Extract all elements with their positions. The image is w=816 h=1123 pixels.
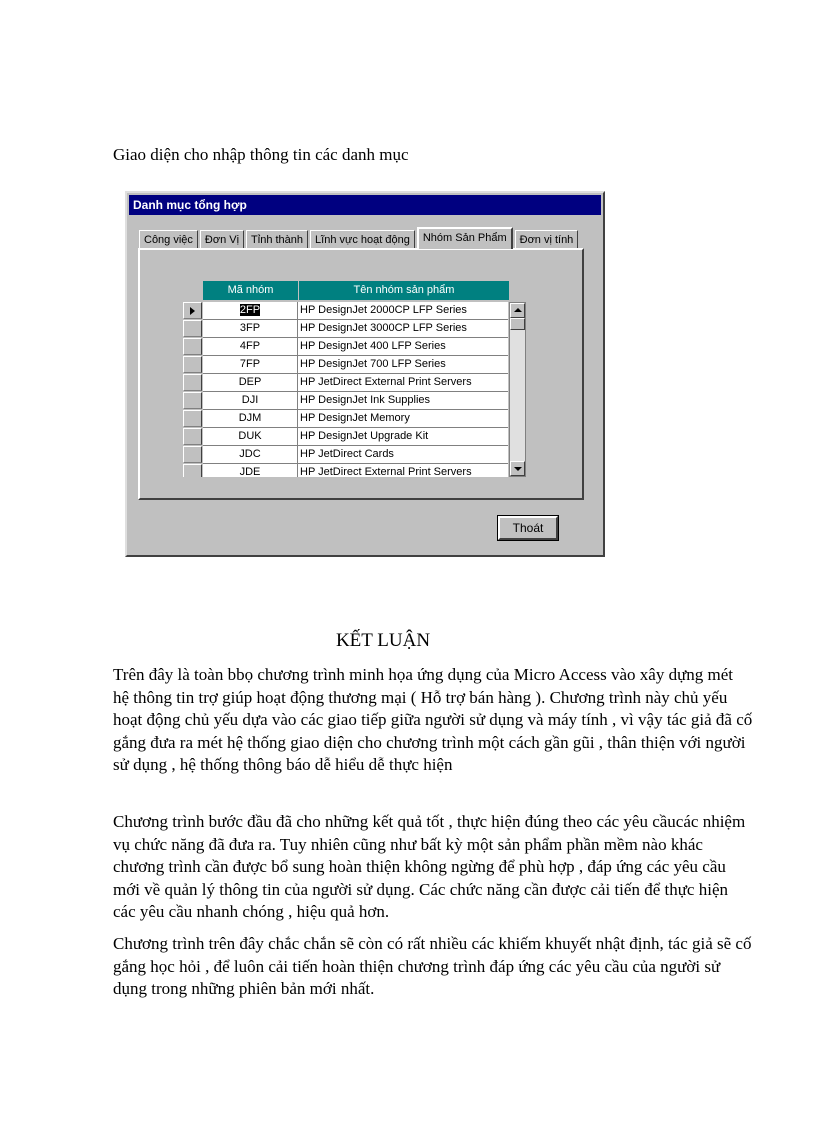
- group-code-cell[interactable]: DUK: [203, 428, 298, 446]
- group-code-cell[interactable]: JDC: [203, 446, 298, 464]
- tab-tinh-thanh[interactable]: Tỉnh thành: [246, 230, 308, 249]
- column-header-code[interactable]: Mã nhóm: [203, 281, 298, 300]
- group-name-cell[interactable]: HP JetDirect External Print Servers: [298, 374, 508, 392]
- table-row[interactable]: [183, 374, 509, 392]
- group-code-cell[interactable]: DJM: [203, 410, 298, 428]
- table-row[interactable]: [183, 446, 509, 464]
- group-name-cell[interactable]: HP DesignJet 700 LFP Series: [298, 356, 508, 374]
- exit-button[interactable]: Thoát: [498, 516, 558, 540]
- group-code-cell[interactable]: DEP: [203, 374, 298, 392]
- record-selector[interactable]: [183, 374, 202, 391]
- scroll-thumb[interactable]: [510, 318, 525, 330]
- group-code-cell[interactable]: DJI: [203, 392, 298, 410]
- conclusion-paragraph: Trên đây là toàn bbọ chương trình minh họa ứng dụng của Micro Access vào xây dựng mét hệ thông tin trợ giúp hoạt động thương mại ( Hỗ trợ bán hàng ). Chương trình này chủ yếu hoạt động chủ yếu dựa vào các giao tiếp giữa người sử dụng và máy tính , vì vậy tác giả đã cố gắng đưa ra mét hệ thống giao diện cho chương trình một cách gần gũi , thân thiện với người sử dụng , hệ thống thông báo dễ hiểu dễ thực hiện: [113, 665, 753, 774]
- tab-linh-vuc-hoat-dong[interactable]: Lĩnh vực hoạt động: [310, 230, 415, 249]
- product-group-grid: [183, 281, 526, 477]
- table-row[interactable]: [183, 428, 509, 446]
- tab-don-vi-tinh[interactable]: Đơn vị tính: [515, 230, 579, 249]
- group-name-cell[interactable]: HP DesignJet Memory: [298, 410, 508, 428]
- table-row[interactable]: [183, 320, 509, 338]
- conclusion-heading: KẾT LUẬN: [335, 630, 431, 651]
- record-selector[interactable]: [183, 356, 202, 373]
- column-header-name[interactable]: Tên nhóm sản phẩm: [299, 281, 509, 300]
- table-row[interactable]: [183, 356, 509, 374]
- group-code-cell[interactable]: 7FP: [203, 356, 298, 374]
- table-row[interactable]: [183, 464, 509, 477]
- group-name-cell[interactable]: HP DesignJet Upgrade Kit: [298, 428, 508, 446]
- tab-cong-viec[interactable]: Công việc: [139, 230, 198, 249]
- group-name-cell[interactable]: HP DesignJet Ink Supplies: [298, 392, 508, 410]
- scroll-up-arrow-icon[interactable]: [510, 303, 525, 318]
- record-selector[interactable]: [183, 320, 202, 337]
- record-selector[interactable]: [183, 464, 202, 477]
- group-code-cell[interactable]: 2FP: [239, 304, 261, 316]
- group-code-cell[interactable]: 3FP: [203, 320, 298, 338]
- group-name-cell[interactable]: HP DesignJet 400 LFP Series: [298, 338, 508, 356]
- tab-nhom-san-pham[interactable]: Nhóm Sản Phẩm: [417, 227, 513, 249]
- conclusion-paragraph: Chương trình bước đầu đã cho những kết quả tốt , thực hiện đúng theo các yêu cầucác nhiệm vụ chức năng đã đưa ra. Tuy nhiên cũng như bất kỳ một sản phẩm phần mềm nào khác chương trình cần được bổ sung hoàn thiện không ngừng để phù hợp , đáp ứng các yêu cầu mới về quản lý thông tin của người sử dụng. Các chức năng cần được cải tiến để thực hiện các yêu cầu nhanh chóng , hiệu quả hơn.: [113, 812, 746, 921]
- table-row[interactable]: [183, 392, 509, 410]
- category-dialog: [125, 191, 605, 557]
- tab-don-vi[interactable]: Đơn Vị: [200, 230, 244, 249]
- record-selector[interactable]: [183, 338, 202, 355]
- record-selector[interactable]: [183, 392, 202, 409]
- table-row[interactable]: [183, 410, 509, 428]
- group-name-cell[interactable]: HP DesignJet 3000CP LFP Series: [298, 320, 508, 338]
- group-name-cell[interactable]: HP JetDirect Cards: [298, 446, 508, 464]
- record-selector[interactable]: [183, 446, 202, 463]
- group-code-cell[interactable]: 4FP: [203, 338, 298, 356]
- intro-caption: Giao diện cho nhập thông tin các danh mục: [113, 145, 409, 164]
- tab-strip: [139, 228, 580, 248]
- group-name-cell[interactable]: HP JetDirect External Print Servers: [298, 464, 508, 477]
- record-selector[interactable]: [183, 428, 202, 445]
- table-row[interactable]: [183, 338, 509, 356]
- group-name-cell[interactable]: HP DesignJet 2000CP LFP Series: [298, 302, 508, 320]
- record-selector[interactable]: [183, 410, 202, 427]
- record-selector-current[interactable]: [183, 302, 202, 319]
- grid-rows: [183, 302, 509, 477]
- table-row[interactable]: [183, 302, 509, 320]
- scroll-down-arrow-icon[interactable]: [510, 461, 525, 476]
- dialog-title: Danh mục tổng hợp: [129, 195, 601, 215]
- conclusion-paragraph: Chương trình trên đây chắc chắn sẽ còn có rất nhiều các khiếm khuyết nhật định, tác giả sẽ cố gắng học hỏi , để luôn cải tiến hoàn thiện chương trình đáp ứng các yêu cầu của người sử dụng trong những phiên bản mới nhất.: [113, 934, 752, 998]
- group-code-cell[interactable]: JDE: [203, 464, 298, 477]
- grid-vertical-scrollbar[interactable]: [509, 302, 526, 477]
